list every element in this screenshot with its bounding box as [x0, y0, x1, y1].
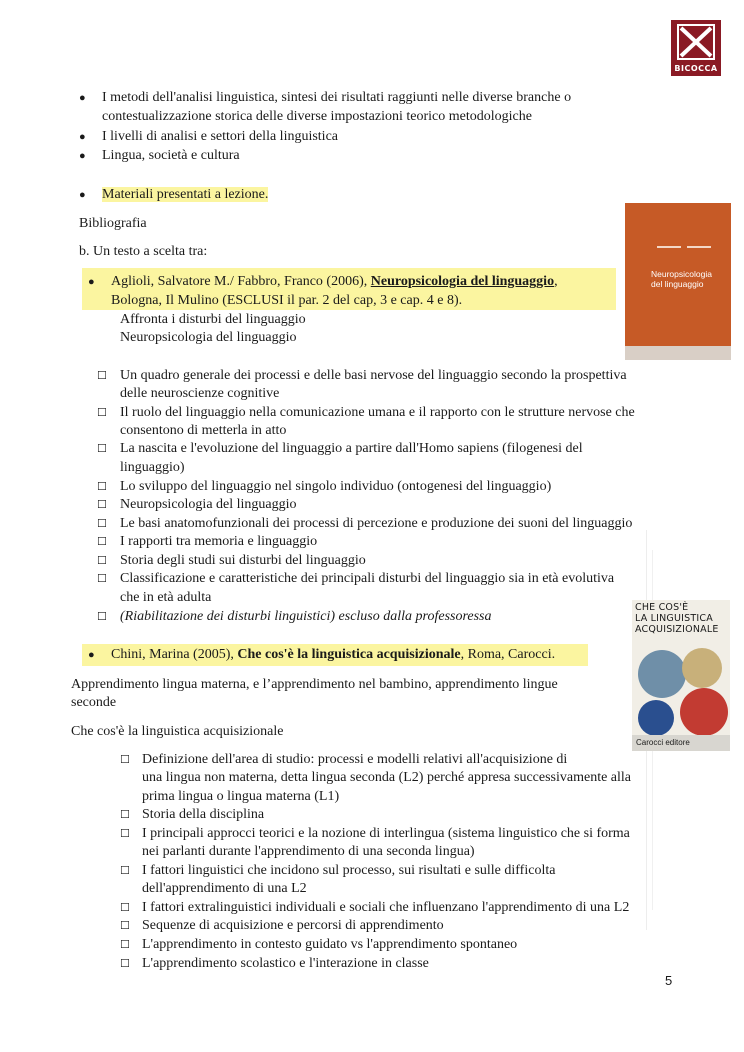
book1-authors: Aglioli, Salvatore M./ Fabbro, Franco (2006), — [111, 274, 371, 289]
topic-item: I principali approcci teorici e la nozione di interlingua (sistema linguistico che si forma — [142, 826, 630, 841]
topic-item: Storia della disciplina — [142, 807, 265, 822]
checkbox-icon: ☐ — [120, 808, 130, 821]
bullet-icon: ● — [79, 131, 86, 143]
checkbox-icon: ☐ — [120, 901, 130, 914]
checkbox-icon: ☐ — [97, 406, 107, 419]
page-number: 5 — [665, 973, 673, 988]
book1-title: Neuropsicologia del linguaggio — [370, 274, 555, 289]
list-item: I metodi dell'analisi linguistica, sintesi dei risultati raggiunti nelle diverse branche o — [102, 90, 572, 105]
checkbox-icon: ☐ — [120, 753, 130, 766]
book2-cover-title: CHE COS'È LA LINGUISTICA ACQUISIZIONALE — [635, 602, 719, 635]
topic-item-excluded: (Riabilitazione dei disturbi linguistici) escluso dalla professoressa — [120, 609, 492, 624]
topic-item-continuation: consentono di metterla in atto — [120, 423, 287, 438]
bullet-icon: ● — [88, 649, 95, 661]
topic-item: L'apprendimento scolastico e l'interazione in classe — [142, 956, 429, 971]
book1-publisher: Bologna, Il Mulino (ESCLUSI il par. 2 del cap, 3 e cap. 4 e 8). — [111, 293, 463, 308]
cover-band — [625, 346, 731, 360]
topic-item: I fattori extralinguistici individuali e sociali che influenzano l'apprendimento di una L2 — [142, 900, 630, 915]
checkbox-icon: ☐ — [97, 498, 107, 511]
book2-title: Che cos'è la linguistica acquisizionale — [237, 647, 461, 662]
topic-item: Sequenze di acquisizione e percorsi di apprendimento — [142, 918, 444, 933]
topic-item: Neuropsicologia del linguaggio — [120, 497, 297, 512]
book1-cover-image — [625, 203, 731, 360]
topic-item: La nascita e l'evoluzione del linguaggio a partire dall'Homo sapiens (filogenesi del — [120, 441, 583, 456]
topic-item-continuation: linguaggio) — [120, 460, 185, 475]
checkbox-icon: ☐ — [120, 864, 130, 877]
list-item: I livelli di analisi e settori della linguistica — [102, 129, 338, 144]
topic-item: I rapporti tra memoria e linguaggio — [120, 534, 318, 549]
topic-item: I fattori linguistici che incidono sul processo, sui risultati e sulle difficolta — [142, 863, 556, 878]
topic-item: L'apprendimento in contesto guidato vs l'apprendimento spontaneo — [142, 937, 518, 952]
checkbox-icon: ☐ — [97, 554, 107, 567]
book2-authors: Chini, Marina (2005), — [111, 647, 238, 662]
bullet-icon: ● — [79, 189, 86, 201]
topic-item: Un quadro generale dei processi e delle basi nervose del linguaggio secondo la prospettiva — [120, 368, 627, 383]
topic-item: Il ruolo del linguaggio nella comunicazione umana e il rapporto con le strutture nervose che — [120, 405, 635, 420]
topic-item-continuation: delle neuroscienze cognitive — [120, 386, 280, 401]
topic-item: Classificazione e caratteristiche dei principali disturbi del linguaggio sia in età evolutiva — [120, 571, 615, 586]
topic-item-continuation: dell'apprendimento di una L2 — [142, 881, 307, 896]
topic-item-continuation: nei parlanti durante l'apprendimento di una seconda lingua) — [142, 844, 475, 859]
checkbox-icon: ☐ — [97, 610, 107, 623]
checkbox-icon: ☐ — [97, 369, 107, 382]
checkbox-icon: ☐ — [120, 919, 130, 932]
cover-authors-mark — [657, 243, 712, 252]
book2-subtitle: Che cos'è la linguistica acquisizionale — [71, 724, 284, 739]
materials-text: Materiali presentati a lezione. — [102, 187, 269, 202]
checkbox-icon: ☐ — [97, 535, 107, 548]
cover-yarn-artwork — [632, 640, 730, 736]
topic-item-continuation: prima lingua o lingua materna (L1) — [142, 789, 340, 804]
book2-citation — [111, 646, 555, 664]
choice-label: b. Un testo a scelta tra: — [79, 244, 208, 259]
checkbox-icon: ☐ — [120, 957, 130, 970]
book2-publisher: , Roma, Carocci. — [460, 647, 556, 662]
checkbox-icon: ☐ — [120, 938, 130, 951]
book2-cover-image — [632, 600, 730, 751]
book1-comma: , — [554, 274, 558, 289]
book2-description-continuation: seconde — [71, 695, 117, 710]
bullet-icon: ● — [88, 276, 95, 288]
checkbox-icon: ☐ — [97, 442, 107, 455]
bibliography-label: Bibliografia — [79, 216, 147, 231]
list-item-continuation: contestualizzazione storica delle diverse impostazioni teorico metodologiche — [102, 109, 532, 124]
book2-cover-publisher: Carocci editore — [632, 735, 730, 751]
topic-item: Definizione dell'area di studio: processi e modelli relativi all'acquisizione di — [142, 752, 568, 767]
bullet-icon: ● — [79, 92, 86, 104]
checkbox-icon: ☐ — [97, 480, 107, 493]
materials-item — [102, 186, 268, 204]
book2-description: Apprendimento lingua materna, e l’apprendimento nel bambino, apprendimento lingue — [71, 677, 558, 692]
logo-x-mark-icon — [677, 24, 715, 60]
checkbox-icon: ☐ — [97, 517, 107, 530]
topic-item: Lo sviluppo del linguaggio nel singolo individuo (ontogenesi del linguaggio) — [120, 479, 552, 494]
book1-cover-title: Neuropsicologia del linguaggio — [651, 269, 712, 289]
bullet-icon: ● — [79, 150, 86, 162]
checkbox-icon: ☐ — [97, 572, 107, 585]
university-logo — [671, 20, 721, 76]
topic-item-continuation: una lingua non materna, detta lingua seconda (L2) perché appresa successivamente alla — [142, 770, 632, 785]
book1-subtitle-2: Neuropsicologia del linguaggio — [120, 330, 297, 345]
topic-item: Le basi anatomofunzionali dei processi di percezione e produzione dei suoni del linguaggio — [120, 516, 633, 531]
book1-subtitle-1: Affronta i disturbi del linguaggio — [120, 312, 306, 327]
checkbox-icon: ☐ — [120, 827, 130, 840]
topic-item-continuation: che in età adulta — [120, 590, 212, 605]
book1-citation — [111, 273, 558, 291]
topic-item: Storia degli studi sui disturbi del linguaggio — [120, 553, 366, 568]
logo-caption: BICOCCA — [674, 64, 718, 73]
list-item: Lingua, società e cultura — [102, 148, 240, 163]
